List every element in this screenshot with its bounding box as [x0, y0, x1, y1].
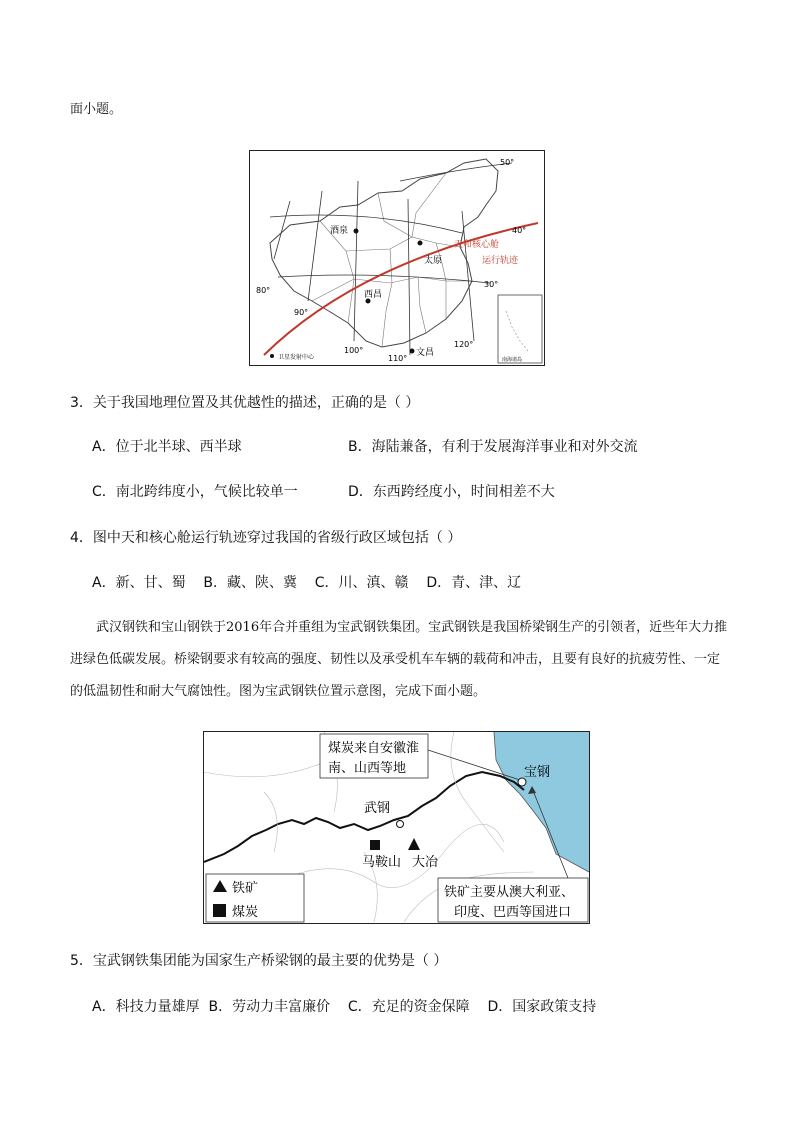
coal-note-line2: 南、山西等地: [328, 761, 407, 776]
q3-stem: 3．关于我国地理位置及其优越性的描述，正确的是（ ）: [70, 395, 420, 411]
lat-50-label: 50°: [500, 158, 515, 167]
wugang-label: 武钢: [364, 801, 391, 816]
q5-stem: 5．宝武钢铁集团能为国家生产桥梁钢的最主要的优势是（ ）: [70, 953, 448, 969]
south-sea-inset: [498, 295, 542, 363]
lon-110-label: 110°: [388, 354, 408, 363]
china-map-drawing: [250, 151, 544, 365]
iron-note-line1: 铁矿主要从澳大利亚、: [444, 885, 575, 900]
passage: 武汉钢铁和宝山钢铁于2016年合并重组为宝武钢铁集团。宝武钢铁是我国桥梁钢生产的引领者，近些年大力推进绿色低碳发展。桥梁钢要求有较高的强度、韧性以及承受机车车辆的载荷和冲击，且要有良好的抗疲劳性、一定的低温韧性和耐大气腐蚀性。图为宝武钢铁位置示意图，完成下面小题。: [70, 620, 728, 699]
baowu-map-drawing: [204, 732, 589, 923]
q3-option-c: C．南北跨纬度小，气候比较单一: [92, 484, 298, 500]
taiyuan-label: 太原: [424, 256, 443, 266]
orbit-label-1: 天和核心舱: [454, 240, 500, 250]
china-orbit-map: [249, 150, 545, 366]
q3-option-d: D．东西跨经度小，时间相差不大: [348, 484, 555, 500]
q3-option-b: B．海陆兼备，有利于发展海洋事业和对外交流: [348, 439, 638, 455]
iron-note-line2: 印度、巴西等国进口: [454, 905, 572, 920]
sea-area: [494, 732, 589, 872]
q4-options: A．新、甘、蜀 B．藏、陕、冀 C．川、滇、赣 D．青、津、辽: [92, 575, 522, 591]
q3-option-a: A．位于北半球、西半球: [92, 439, 242, 455]
jiuquan-dot: [354, 229, 359, 234]
lon-100-label: 100°: [344, 346, 364, 355]
intro-tail: 面小题。: [70, 102, 123, 117]
china-outline: [270, 159, 498, 347]
wugang-dot: [397, 821, 404, 828]
lon-80-label: 80°: [256, 286, 271, 295]
coal-note-line1: 煤炭来自安徽淮: [328, 741, 420, 756]
legend-coal-label: 煤炭: [232, 905, 259, 920]
yangtze-river: [204, 772, 524, 862]
lat-40-label: 40°: [512, 226, 527, 235]
legend-label: 卫星发射中心: [278, 354, 315, 361]
baowu-location-map: [203, 731, 590, 924]
lat-30-label: 30°: [484, 280, 499, 289]
daye-label: 大冶: [412, 855, 439, 870]
inset-label: 南海诸岛: [502, 357, 523, 363]
legend-iron-label: 铁矿: [232, 881, 259, 896]
q4-stem: 4．图中天和核心舱运行轨迹穿过我国的省级行政区域包括（ ）: [70, 530, 462, 546]
xichang-label: 西昌: [364, 290, 383, 300]
baogang-label: 宝钢: [524, 765, 551, 780]
orbit-label-2: 运行轨迹: [482, 256, 519, 266]
lon-90-label: 90°: [294, 308, 309, 317]
taiyuan-dot: [418, 241, 423, 246]
jiuquan-label: 酒泉: [330, 226, 349, 236]
legend-dot: [270, 354, 274, 358]
q5-options: A．科技力量雄厚 B．劳动力丰富廉价 C．充足的资金保障 D．国家政策支持: [92, 999, 597, 1015]
wenchang-label: 文昌: [416, 348, 435, 358]
legend-coal-icon: [213, 904, 226, 917]
maanshan-label: 马鞍山: [362, 855, 402, 870]
wenchang-dot: [410, 349, 415, 354]
maanshan-coal-marker: [370, 840, 380, 850]
lon-120-label: 120°: [454, 340, 474, 349]
daye-iron-marker: [408, 838, 420, 850]
